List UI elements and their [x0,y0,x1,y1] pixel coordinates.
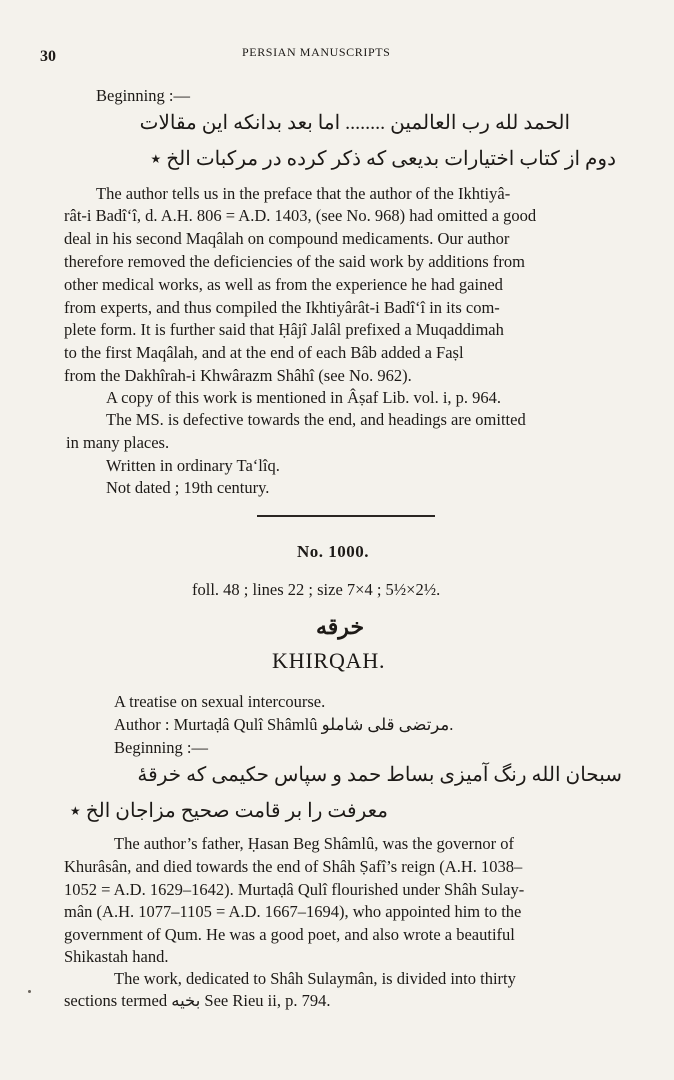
paragraph-line: therefore removed the deficiencies of the said work by additions from [64,252,525,271]
paper-speck [28,990,31,993]
script-note: Written in ordinary Ta‘lîq. [106,456,280,475]
defective-note-line: in many places. [66,433,170,452]
paragraph-line: mân (A.H. 1077–1105 = A.D. 1667–1694), who appointed him to the [64,902,522,921]
copy-note: A copy of this work is mentioned in Âṣaf Lib. vol. i, p. 964. [106,388,502,407]
paragraph-line: from the Dakhîrah-i Khwârazm Shâhî (see No. 962). [64,366,412,385]
paragraph-line: The author tells us in the preface that the author of the Ikhtiyâ- [96,184,511,203]
paragraph-line: to the first Maqâlah, and at the end of each Bâb added a Faṣl [64,343,464,362]
paragraph-line: from experts, and thus compiled the Ikhtiyârât-i Badî‘î in its com- [64,298,500,317]
entry-title: KHIRQAH. [272,648,386,673]
paragraph-line: deal in his second Maqâlah on compound medicaments. Our author [64,229,510,248]
arabic-incipit-line-1: سبحان الله رنگ آمیزی بساط حمد و سپاس حکیمی که خرقهٔ [137,764,622,786]
entry-details: foll. 48 ; lines 22 ; size 7×4 ; 5½×2½. [192,580,441,599]
paragraph-line: 1052 = A.D. 1629–1642). Murtaḍâ Qulî flourished under Shâh Sulay- [64,880,525,899]
author-line: Author : Murtaḍâ Qulî Shâmlû مرتضی قلی شاملو. [114,715,454,734]
section-divider [257,515,435,517]
work-note-line: sections termed بخیه See Rieu ii, p. 794. [64,991,331,1010]
paragraph-line: Khurâsân, and died towards the end of Shâh Ṣafî’s reign (A.H. 1038– [64,857,523,876]
arabic-incipit-line-2: دوم از کتاب اختیارات بدیعی که ذکر کرده در مرکبات الخ ٭ [150,148,616,170]
running-title: PERSIAN MANUSCRIPTS [242,45,391,59]
page-number: 30 [40,48,56,65]
beginning-label: Beginning :— [96,86,190,105]
work-note-line: The work, dedicated to Shâh Sulaymân, is divided into thirty [114,969,516,988]
entry-description: A treatise on sexual intercourse. [114,692,326,711]
beginning-label: Beginning :— [114,738,208,757]
entry-number: No. 1000. [297,542,370,561]
arabic-incipit-line-2: معرفت را بر قامت صحیح مزاجان الخ ٭ [69,800,388,822]
date-note: Not dated ; 19th century. [106,478,270,497]
defective-note-line: The MS. is defective towards the end, and headings are omitted [106,410,526,429]
paragraph-line: plete form. It is further said that Ḥâjî Jalâl prefixed a Muqaddimah [64,320,504,339]
title-arabic: خرقه [316,614,365,639]
paragraph-line: The author’s father, Ḥasan Beg Shâmlû, was the governor of [114,834,514,853]
paragraph-line: government of Qum. He was a good poet, and also wrote a beautiful [64,925,515,944]
paragraph-line: other medical works, as well as from the experience he had gained [64,275,503,294]
paragraph-line: rât-i Badî‘î, d. A.H. 806 = A.D. 1403, (see No. 968) had omitted a good [64,206,537,225]
paragraph-line: Shikastah hand. [64,947,169,966]
arabic-incipit-line-1: الحمد لله رب العالمين ........ اما بعد بدانکه این مقالات [139,112,570,134]
